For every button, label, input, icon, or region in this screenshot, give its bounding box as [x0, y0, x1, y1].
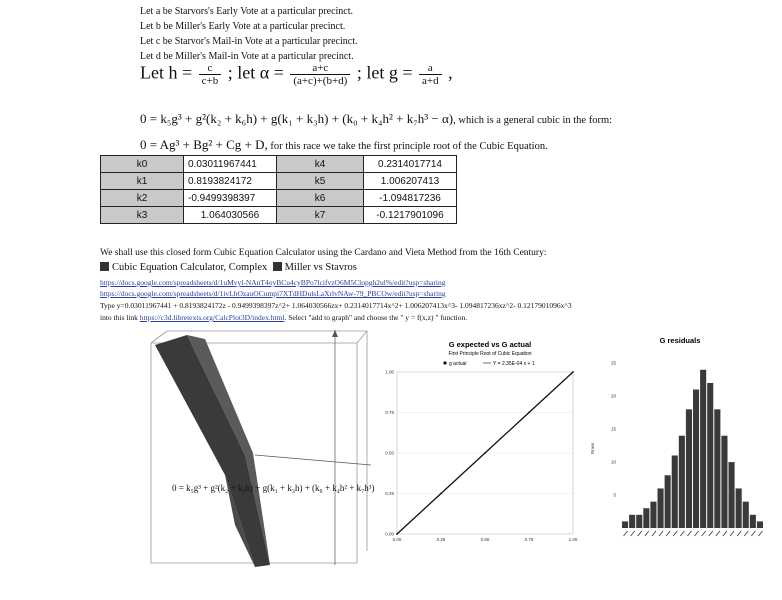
x-tick-mark: [645, 531, 649, 536]
formula-mid1: ; let α =: [227, 62, 284, 83]
formula-lead: Let h =: [140, 62, 193, 83]
x-tick-mark: [680, 531, 684, 536]
residual-bar: [679, 436, 685, 528]
into-link-instruction: [100, 313, 467, 322]
g-expected-vs-actual-chart: [375, 338, 590, 550]
x-tick-label: 0.50: [480, 537, 490, 542]
cubic-expression: 0 = k₅g³ + g²(k₂ + k₆h) + g(k₁ + k₃h) + (k₀ + k₄h² + k₇h³ − α): [140, 111, 454, 126]
legend-entry-1: Y = 2.35E-04 x + 1: [493, 361, 535, 367]
x-tick-mark: [737, 531, 741, 536]
value-cell: -0.9499398397: [184, 190, 277, 207]
key-cell: k4: [277, 156, 364, 173]
x-tick-mark: [638, 531, 642, 536]
alpha-numerator: a+c: [312, 62, 329, 74]
spreadsheet-links: [100, 262, 357, 273]
spreadsheet-icon: [100, 262, 109, 271]
g-denominator: a+d: [419, 74, 442, 87]
residual-bar: [658, 488, 664, 528]
x-tick-label: 0.00: [392, 537, 402, 542]
url-link-2[interactable]: https://docs.google.com/spreadsheets/d/1ivLhOzauOCumpi7XTdHDulsLaXrlvNAw-79_PBCOw/edit?usp=sharing: [100, 289, 446, 298]
x-tick-mark: [702, 531, 706, 536]
type-instruction: Type y=0.03011967441 + 0.8193824172z - 0.9499398397z^2+ 1.064030566zx+ 0.2314017714x^2+ 1.006207413x^3- 1.094817236xz^2- 0.1217901096x^3: [100, 301, 572, 310]
definition-a: Let a be Starvors's Early Vote at a particular precinct.: [140, 6, 354, 17]
url-link-1[interactable]: https://docs.google.com/spreadsheets/d/1uMvyl-NAnT4oyBCu4cyBPo7lcifvzO6M5Clopgh2ul%/edit?usp=sharing: [100, 278, 446, 287]
x-tick-mark: [666, 531, 670, 536]
definition-d: Let d be Miller's Mail-in Vote at a particular precinct.: [140, 51, 354, 62]
y-tick-label: 20: [610, 393, 616, 399]
into-post: . Select "add to graph" and choose the " y = f(x,z) " function.: [284, 313, 468, 322]
definitions: [140, 4, 357, 64]
y-tick-label: 0.00: [385, 531, 394, 537]
formula-h-alpha-g: [140, 62, 453, 87]
y-tick-label: 0.50: [385, 450, 394, 456]
data-point: [528, 412, 530, 414]
key-cell: k6: [277, 190, 364, 207]
h-numerator: c: [207, 62, 213, 74]
x-ticks: [624, 531, 763, 536]
data-point: [572, 371, 574, 373]
data-point: [484, 452, 486, 454]
alpha-denominator: (a+c)+(b+d): [290, 74, 350, 87]
definition-b: Let b be Miller's Early Vote at a particular precinct.: [140, 21, 346, 32]
key-cell: k0: [101, 156, 184, 173]
x-tick-mark: [716, 531, 720, 536]
x-tick-mark: [751, 531, 755, 536]
x-tick-mark: [709, 531, 713, 536]
x-tick-mark: [695, 531, 699, 536]
residual-bar: [736, 488, 742, 528]
residual-bar: [714, 409, 720, 528]
fraction-h: [199, 62, 222, 87]
residual-bar: [665, 475, 671, 528]
calculator-paragraph: We shall use this closed form Cubic Equation Calculator using the Cardano and Vieta Method from the 16th Century:: [100, 248, 547, 258]
bars: [622, 370, 763, 528]
value-cell: 1.064030566: [184, 207, 277, 224]
value-cell: 1.006207413: [364, 173, 457, 190]
formula-end: ,: [448, 62, 453, 83]
residual-bar: [650, 502, 656, 528]
g-residuals-chart: [590, 334, 780, 550]
x-tick-mark: [631, 531, 635, 536]
x-tick-mark: [624, 531, 628, 536]
residual-bar: [750, 515, 756, 528]
x-tick-mark: [673, 531, 677, 536]
general-tail: for this race we take the first principle root of the Cubic Equation.: [267, 141, 548, 152]
x-tick-mark: [687, 531, 691, 536]
formula-mid2: ; let g =: [356, 62, 413, 83]
x-tick-mark: [758, 531, 762, 536]
residual-bar: [757, 521, 763, 528]
general-expression: 0 = Ag³ + Bg² + Cg + D,: [140, 137, 268, 152]
residual-bar: [693, 390, 699, 528]
data-point: [396, 533, 398, 535]
legend-dot-icon: [443, 361, 446, 364]
y-tick-label: 15: [610, 426, 616, 432]
g-numerator: a: [427, 62, 433, 74]
general-cubic-line: [140, 137, 548, 153]
chart-subtitle: First Principle Root of Cubic Equation: [448, 351, 532, 357]
key-cell: k1: [101, 173, 184, 190]
h-denominator: c+b: [199, 74, 222, 87]
spreadsheet-icon: [273, 262, 282, 271]
fraction-alpha: [290, 62, 350, 87]
cubic-equation-line: [140, 111, 612, 127]
y-tick-label: 1.00: [385, 369, 394, 375]
value-cell: 0.8193824172: [184, 173, 277, 190]
value-cell: -1.094817236: [364, 190, 457, 207]
y-tick-label: 0.25: [385, 491, 394, 496]
key-cell: k3: [101, 207, 184, 224]
residual-bar: [707, 383, 713, 528]
x-tick-label: 0.25: [436, 537, 446, 542]
table-row: [101, 173, 457, 190]
y-axis-label: Rows: [590, 442, 595, 454]
value-cell: 0.03011967441: [184, 156, 277, 173]
definition-c: Let c be Starvor's Mail-in Vote at a particular precinct.: [140, 36, 358, 47]
residual-bar: [636, 515, 642, 528]
y-tick-label: 0.75: [385, 410, 394, 415]
x-tick-mark: [652, 531, 656, 536]
into-pre: into this link: [100, 313, 140, 322]
x-tick-mark: [744, 531, 748, 536]
table-row: [101, 190, 457, 207]
chart-title: G residuals: [659, 336, 701, 345]
value-cell: -0.1217901096: [364, 207, 457, 224]
residual-bar: [672, 455, 678, 528]
residual-bar: [743, 502, 749, 528]
y-ticks: [385, 370, 394, 537]
y-tick-label: 5: [613, 492, 616, 498]
key-cell: k7: [277, 207, 364, 224]
residual-bar: [700, 370, 706, 528]
table-row: [101, 156, 457, 173]
key-cell: k2: [101, 190, 184, 207]
y-ticks: [611, 361, 617, 498]
x-tick-label: 0.75: [524, 537, 534, 542]
link-cubic-calculator[interactable]: Cubic Equation Calculator, Complex: [112, 262, 268, 273]
data-point: [440, 493, 442, 495]
y-tick-label: 25: [610, 360, 616, 366]
table-row: [101, 207, 457, 224]
chart-title: G expected vs G actual: [448, 340, 532, 349]
residual-bar: [729, 462, 735, 528]
coefficient-table: [100, 155, 457, 224]
calcplot3d-link[interactable]: https://c3d.libretexts.org/CalcPlot3D/index.html: [139, 313, 285, 322]
link-miller-vs-stavros[interactable]: Miller vs Stavros: [284, 262, 357, 273]
legend-entry-0: g actual: [449, 361, 467, 367]
residual-bar: [629, 515, 635, 528]
value-cell: 0.2314017714: [364, 156, 457, 173]
key-cell: k5: [277, 173, 364, 190]
overlay-formula: 0 = k₅g³ + g²(k₂ + k₆h) + g(k₁ + k₃h) + (k₀ + k₄h² + k₇h³): [172, 483, 375, 493]
x-tick-label: 1.00: [568, 537, 578, 542]
x-tick-mark: [730, 531, 734, 536]
x-tick-mark: [723, 531, 727, 536]
y-tick-label: 10: [610, 459, 616, 465]
x-ticks: [393, 537, 578, 542]
x-tick-mark: [659, 531, 663, 536]
surface-plot-3d: [135, 325, 375, 575]
cubic-tail: , which is a general cubic in the form:: [453, 115, 613, 126]
residual-bar: [643, 508, 649, 528]
x-axis-line: [255, 455, 371, 465]
residual-bar: [686, 409, 692, 528]
residual-bar: [721, 436, 727, 528]
residual-bar: [622, 521, 628, 528]
fraction-g: [419, 62, 442, 87]
